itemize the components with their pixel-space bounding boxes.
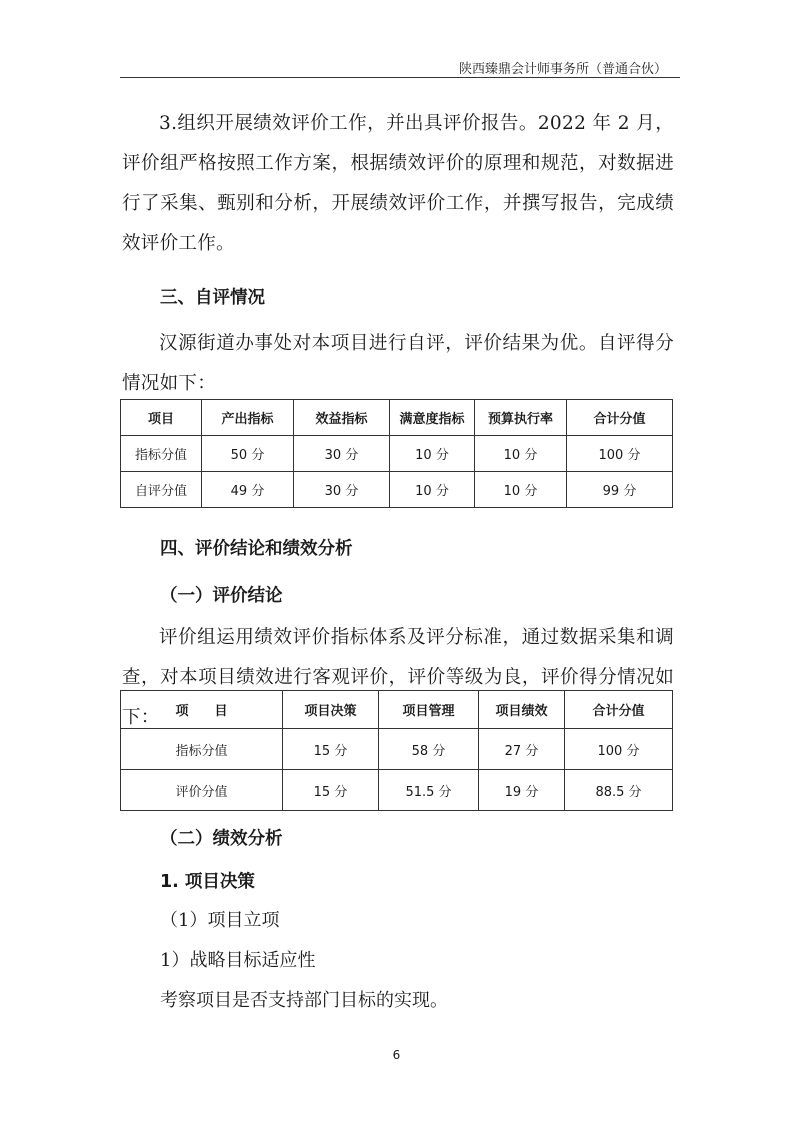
item-project-establishment: （1）项目立项 [160,910,280,931]
paragraph-evaluation-process: 3.组织开展绩效评价工作，并出具评价报告。2022 年 2 月，评价组严格按照工作方案，根据绩效评价的原理和规范，对数据进行了采集、甄别和分析，开展绩效评价工作，并撰写报告，完成绩效评价工作。 [122,113,674,254]
item-strategic-alignment: 1）战略目标适应性 [160,950,316,971]
table-cell: 30 分 [294,436,390,472]
section-heading-conclusion-analysis: 四、评价结论和绩效分析 [160,539,353,559]
table-cell: 27 分 [479,729,565,770]
table-header-cell: 效益指标 [294,400,390,436]
table-header-row [121,400,673,436]
table-cell: 指标分值 [121,729,283,770]
table-cell: 评价分值 [121,770,283,811]
paragraph-self-evaluation: 汉源街道办事处对本项目进行自评，评价结果为优。自评得分情况如下： [122,333,674,394]
self-evaluation-table [120,399,673,508]
table-row [121,770,673,811]
table-cell: 100 分 [567,436,673,472]
item-heading-project-decision: 1. 项目决策 [160,872,255,892]
table-header-cell: 项 目 [121,691,283,729]
table-cell: 49 分 [202,472,294,508]
table-header-cell: 项目决策 [283,691,379,729]
table-cell: 30 分 [294,472,390,508]
table-cell: 51.5 分 [379,770,479,811]
table-header-cell: 满意度指标 [390,400,475,436]
evaluation-score-table [120,690,673,811]
table-cell: 15 分 [283,770,379,811]
table-header-cell: 项目绩效 [479,691,565,729]
table-cell: 15 分 [283,729,379,770]
header-divider [120,77,680,78]
table-header-cell: 项目 [121,400,202,436]
subsection-heading-performance: （二）绩效分析 [160,829,283,849]
table-cell: 自评分值 [121,472,202,508]
table-row [121,729,673,770]
paragraph-strategic-alignment: 考察项目是否支持部门目标的实现。 [160,990,448,1011]
table-cell: 10 分 [390,436,475,472]
table-header-cell: 项目管理 [379,691,479,729]
table-cell: 10 分 [390,472,475,508]
table-cell: 99 分 [567,472,673,508]
table-cell: 10 分 [475,472,567,508]
paragraph-conclusion: 评价组运用绩效评价指标体系及评分标准，通过数据采集和调查，对本项目绩效进行客观评价，评价等级为良，评价得分情况如下： [122,627,674,728]
page-number: 6 [392,1048,401,1062]
table-cell: 50 分 [202,436,294,472]
table-cell: 指标分值 [121,436,202,472]
section-heading-self-evaluation: 三、自评情况 [160,288,265,308]
table-header-cell: 合计分值 [565,691,673,729]
table-cell: 100 分 [565,729,673,770]
table-row [121,472,673,508]
table-row [121,436,673,472]
table-header-cell: 合计分值 [567,400,673,436]
table-cell: 10 分 [475,436,567,472]
table-header-cell: 预算执行率 [475,400,567,436]
firm-header: 陕西臻鼎会计师事务所（普通合伙） [458,62,667,77]
table-cell: 19 分 [479,770,565,811]
table-header-cell: 产出指标 [202,400,294,436]
table-cell: 88.5 分 [565,770,673,811]
table-header-row [121,691,673,729]
table-cell: 58 分 [379,729,479,770]
subsection-heading-conclusion: （一）评价结论 [160,586,283,606]
